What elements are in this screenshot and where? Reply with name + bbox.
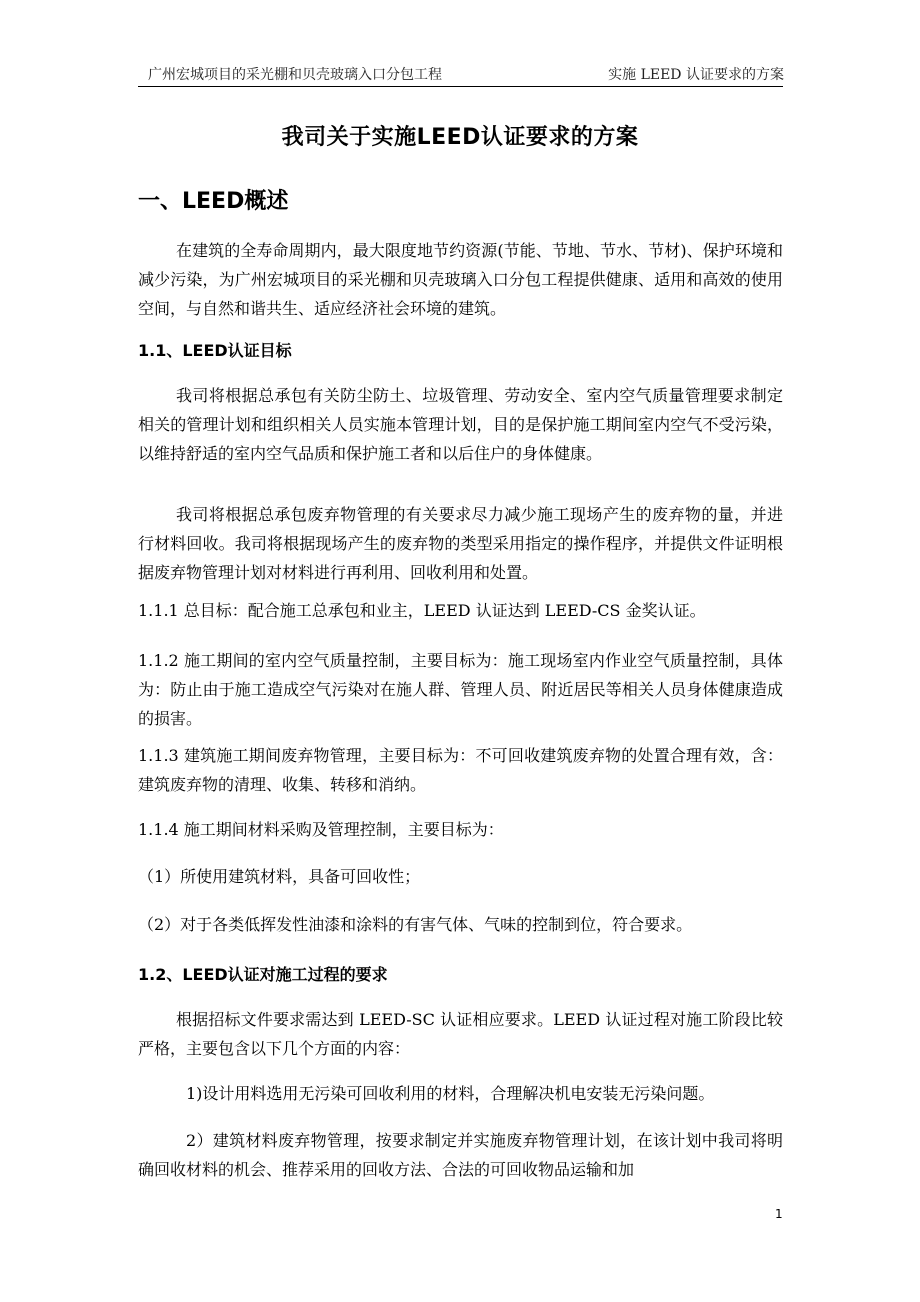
section-1-heading: 一、LEED概述 [138,189,289,214]
header-divider [138,86,783,87]
goal-1-1-1: 1.1.1 总目标：配合施工总承包和业主，LEED 认证达到 LEED-CS 金奖认证。 [138,601,706,620]
section-1-1-paragraph-1: 我司将根据总承包有关防尘防土、垃圾管理、劳动安全、室内空气质量管理要求制定相关的管理计划和组织相关人员实施本管理计划，目的是保护施工期间室内空气不受污染，以维持舒适的室内空气品质和保护施工者和以后住户的身体健康。 [138,386,783,463]
document-title: 我司关于实施LEED认证要求的方案 [281,125,639,150]
header-doc-name: 实施 LEED 认证要求的方案 [608,67,784,83]
section-1-1-paragraph-2: 我司将根据总承包废弃物管理的有关要求尽力减少施工现场产生的废弃物的量，并进行材料回收。我司将根据现场产生的废弃物的类型采用指定的操作程序，并提供文件证明根据废弃物管理计划对材料进行再利用、回收利用和处置。 [138,505,783,582]
page-number: 1 [775,1207,783,1221]
section-1-1-heading: 1.1、LEED认证目标 [138,341,292,360]
header-project-name: 广州宏城项目的采光棚和贝壳玻璃入口分包工程 [148,67,442,83]
goal-1-1-4-item-2: （2）对于各类低挥发性油漆和涂料的有害气体、气味的控制到位，符合要求。 [138,915,693,934]
section-1-2-heading: 1.2、LEED认证对施工过程的要求 [138,965,388,984]
section-1-intro: 在建筑的全寿命周期内，最大限度地节约资源(节能、节地、节水、节材)、保护环境和减少污染，为广州宏城项目的采光棚和贝壳玻璃入口分包工程提供健康、适用和高效的使用空间，与自然和谐共生、适应经济社会环境的建筑。 [138,241,783,318]
section-1-2-paragraph-1: 根据招标文件要求需达到 LEED-SC 认证相应要求。LEED 认证过程对施工阶段比较严格，主要包含以下几个方面的内容： [138,1010,783,1058]
goal-1-1-4-item-1: （1）所使用建筑材料，具备可回收性； [138,867,421,886]
section-1-2-item-2: 2）建筑材料废弃物管理，按要求制定并实施废弃物管理计划，在该计划中我司将明确回收材料的机会、推荐采用的回收方法、合法的可回收物品运输和加 [138,1131,783,1179]
goal-1-1-3: 1.1.3 建筑施工期间废弃物管理，主要目标为：不可回收建筑废弃物的处置合理有效，含：建筑废弃物的清理、收集、转移和消纳。 [138,746,783,794]
section-1-2-item-1: 1)设计用料选用无污染可回收利用的材料，合理解决机电安装无污染问题。 [186,1084,715,1103]
goal-1-1-4: 1.1.4 施工期间材料采购及管理控制，主要目标为： [138,820,504,839]
goal-1-1-2: 1.1.2 施工期间的室内空气质量控制，主要目标为：施工现场室内作业空气质量控制，具体为：防止由于施工造成空气污染对在施人群、管理人员、附近居民等相关人员身体健康造成的损害。 [138,651,783,728]
